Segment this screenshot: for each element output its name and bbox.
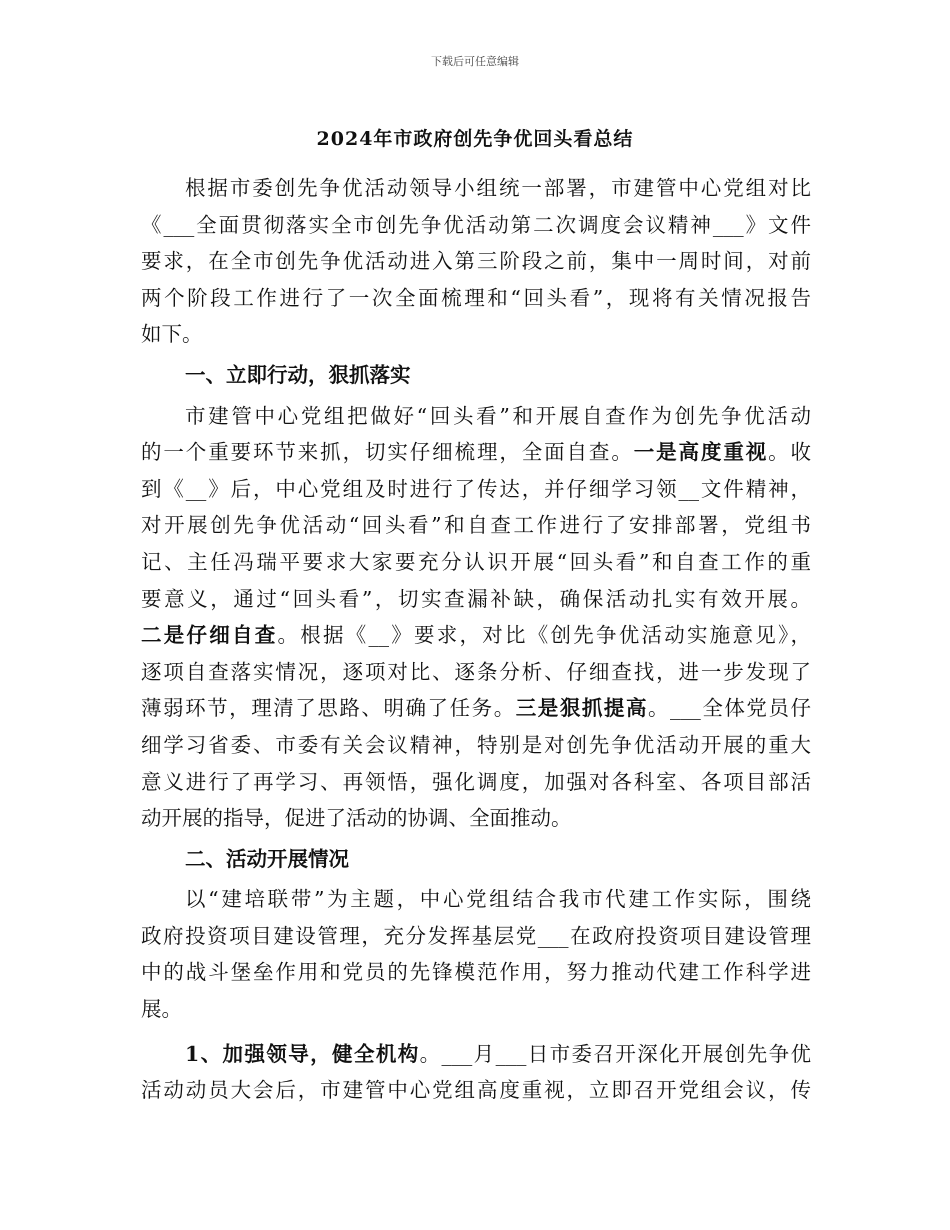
text-line: 逐项自查落实情况，逐项对比、逐条分析、仔细查找，进一步发现了 [141,659,811,684]
text-run: 的一个重要环节来抓，切实仔细梳理，全面自查。 [141,440,634,465]
paragraph-section-1 [141,398,811,837]
paragraph-intro [141,170,811,353]
text-line: 对开展创先争优活动“回头看”和自查工作进行了安排部署，党组书 [141,513,811,538]
text-line: 要意义，通过“回头看”，切实查漏补缺，确保活动扎实有效开展。 [141,586,811,611]
section-heading-1: 一、立即行动，狠抓落实 [185,362,411,387]
text-line: 展。 [141,997,182,1022]
text-line [141,690,811,727]
text-line: 细学习省委、市委有关会议精神，特别是对创先争优活动开展的重大 [141,732,811,757]
text-line [141,617,811,654]
text-line: 中的战斗堡垒作用和党员的先锋模范作用，努力推动代建工作科学进 [141,960,811,985]
paragraph-subsection-1 [141,1036,811,1109]
text-line: 记、主任冯瑞平要求大家要充分认识开展“回头看”和自查工作的重 [141,549,811,574]
bold-key-phrase: 1、加强领导，健全机构 [185,1041,420,1066]
text-run: 薄弱环节，理清了思路、明确了任务。 [141,696,516,721]
text-line: 要求，在全市创先争优活动进入第三阶段之前，集中一周时间，对前 [141,249,811,274]
text-line: 市建管中心党组把做好“回头看”和开展自查作为创先争优活动 [185,403,811,428]
header-note: 下载后可任意编辑 [431,55,519,68]
text-line: 两个阶段工作进行了一次全面梳理和“回头看”，现将有关情况报告 [141,285,811,310]
text-line: 到《__》后，中心党组及时进行了传达，并仔细学习领__文件精神， [141,476,811,501]
text-run: 。收 [768,440,812,465]
text-line: 以“建培联带”为主题，中心党组结合我市代建工作实际，围绕 [185,887,811,912]
text-line [141,434,811,471]
section-heading-2: 二、活动开展情况 [185,846,349,871]
text-run: 。根据《__》要求，对比《创先争优活动实施意见》， [277,623,811,648]
text-line: 意义进行了再学习、再领悟，强化调度，加强对各科室、各项目部活 [141,769,811,794]
text-line: 活动动员大会后，市建管中心党组高度重视，立即召开党组会议，传 [141,1078,811,1103]
text-line: 如下。 [141,322,203,347]
text-line: 政府投资项目建设管理，充分发挥基层党___在政府投资项目建设管理 [141,923,811,948]
paragraph-section-2 [141,881,811,1027]
document-title: 2024年市政府创先争优回头看总结 [316,128,634,150]
document-body [141,170,811,1109]
text-line [141,1036,811,1073]
text-line: 根据市委创先争优活动领导小组统一部署，市建管中心党组对比 [185,176,811,200]
text-run: 。___月___日市委召开深化开展创先争优 [419,1041,812,1066]
bold-key-phrase: 三是狠抓提高 [515,696,648,721]
text-line: 动开展的指导，促进了活动的协调、全面推动。 [141,806,572,831]
bold-key-phrase: 一是高度重视 [633,440,769,465]
text-run: 。___全体党员仔 [648,696,812,721]
text-line: 《___全面贯彻落实全市创先争优活动第二次调度会议精神___》文件 [141,212,811,237]
bold-key-phrase: 二是仔细自查 [141,623,278,648]
